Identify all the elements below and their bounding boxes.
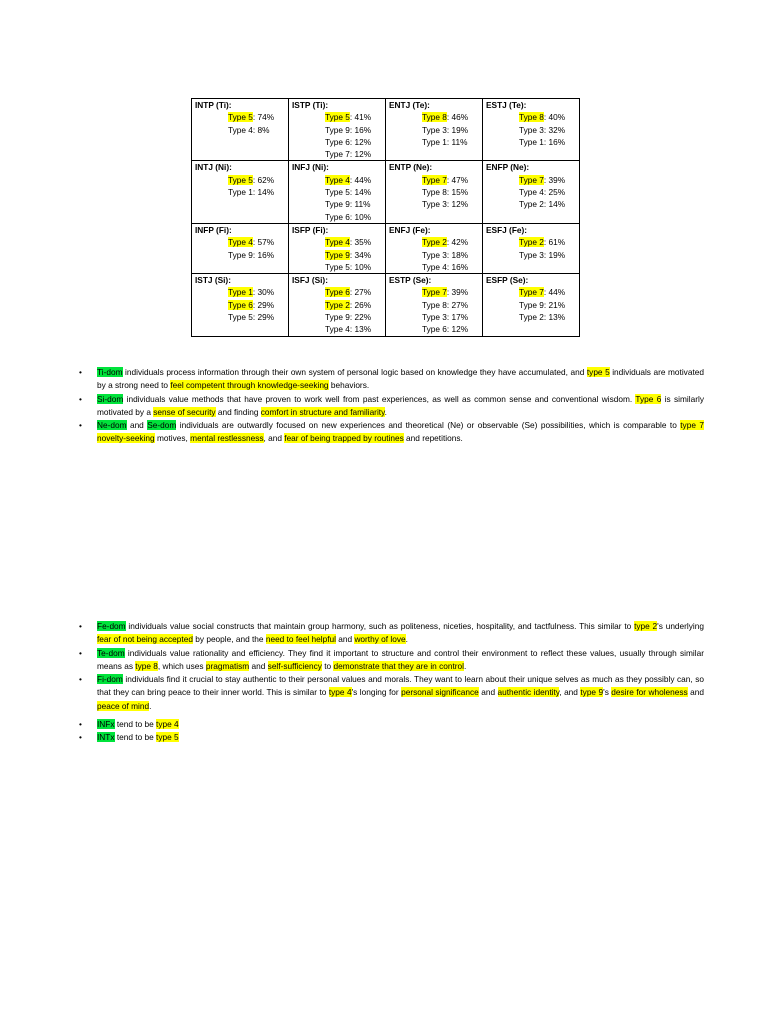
highlighted-text: Te-dom <box>97 647 125 658</box>
type-percentage: : 39% <box>446 287 469 298</box>
text-segment: , and <box>559 687 581 698</box>
type-percentage: : 25% <box>543 187 566 198</box>
type-label: Type 7 <box>422 174 447 185</box>
type-percentage-line <box>289 323 385 335</box>
highlighted-text: demonstrate that they are in control <box>333 660 464 671</box>
highlighted-text: feel competent through knowledge-seeking <box>170 380 329 391</box>
text-segment: . <box>384 406 387 417</box>
type-percentage-line <box>192 111 288 123</box>
type-label: Type 4 <box>228 124 253 135</box>
highlighted-text: type 5 <box>156 732 179 743</box>
type-label: Type 2 <box>519 199 544 210</box>
type-percentage: : 40% <box>543 112 566 123</box>
highlighted-text: Ti-dom <box>97 367 123 377</box>
type-label: Type 7 <box>325 149 350 160</box>
type-percentage: : 16% <box>543 136 566 147</box>
type-label: Type 9 <box>325 312 350 323</box>
type-percentage-line <box>386 299 482 311</box>
type-percentage-line <box>386 249 482 261</box>
type-label: Type 9 <box>325 124 350 135</box>
text-segment: , and <box>263 433 285 444</box>
type-percentage-line <box>483 236 579 248</box>
highlighted-text: sense of security <box>153 406 216 417</box>
type-percentage-line <box>483 249 579 261</box>
type-percentage-line <box>386 236 482 248</box>
text-segment: individuals are motivated by a strong need to <box>97 367 704 391</box>
highlighted-text: INFx <box>97 719 115 729</box>
type-percentage-line <box>192 286 288 298</box>
type-label: Type 4 <box>228 237 253 248</box>
type-percentage: : 17% <box>446 312 469 323</box>
type-percentage: : 14% <box>349 187 372 198</box>
type-label: Type 3 <box>422 199 447 210</box>
text-segment: and <box>126 420 148 431</box>
type-percentage-line <box>386 286 482 298</box>
type-percentage: : 10% <box>349 211 372 222</box>
type-percentage: : 62% <box>252 174 275 185</box>
type-percentage: : 14% <box>252 187 275 198</box>
table-row <box>192 223 580 273</box>
type-label: Type 4 <box>325 174 350 185</box>
type-label: Type 3 <box>422 312 447 323</box>
list-item <box>79 731 704 744</box>
type-percentage: : 29% <box>252 299 275 310</box>
highlighted-text: peace of mind <box>97 700 150 711</box>
cell-title: ESTJ (Te): <box>486 100 527 110</box>
type-percentage-line <box>386 311 482 323</box>
type-label: Type 1 <box>228 287 253 298</box>
table-cell <box>289 161 386 223</box>
type-percentage: : 30% <box>252 287 275 298</box>
type-percentage: : 13% <box>349 324 372 335</box>
type-percentage-line <box>386 111 482 123</box>
list-item <box>79 393 704 420</box>
cell-title: INTJ (Ni): <box>195 162 232 173</box>
bullet-list-introverted-extraverted <box>79 366 704 446</box>
highlighted-text: mental restlessness <box>190 433 264 444</box>
list-item <box>79 647 704 674</box>
type-label: Type 6 <box>325 136 350 147</box>
type-label: Type 3 <box>422 249 447 260</box>
type-percentage-line <box>386 186 482 198</box>
table-cell <box>192 274 289 336</box>
highlighted-text: pragmatism <box>205 660 250 671</box>
highlighted-text: type 9 <box>580 687 604 698</box>
text-segment: individuals process information through their own system of personal logic based on knowledge they have accumulated, and <box>122 367 587 377</box>
text-segment: to <box>321 660 334 671</box>
cell-title: INFJ (Ni): <box>292 162 329 173</box>
type-percentage: : 12% <box>446 324 469 335</box>
type-percentage: : 13% <box>543 312 566 323</box>
type-percentage-line <box>289 148 385 160</box>
type-percentage-line <box>483 198 579 210</box>
type-percentage-line <box>192 299 288 311</box>
type-percentage-line <box>192 124 288 136</box>
highlighted-text: Ne-dom <box>97 420 127 431</box>
cell-title: ENFP (Ne): <box>486 162 530 173</box>
type-label: Type 3 <box>422 124 447 135</box>
type-label: Type 1 <box>519 136 544 147</box>
type-label: Type 9 <box>519 299 544 310</box>
type-label: Type 5 <box>325 112 350 123</box>
cell-title: INFP (Fi): <box>195 224 232 235</box>
type-percentage: : 16% <box>252 249 275 260</box>
highlighted-text: Type 6 <box>635 393 662 404</box>
type-label: Type 5 <box>325 261 350 272</box>
type-percentage-line <box>289 136 385 148</box>
highlighted-text: type 8 <box>135 660 158 671</box>
type-percentage-line <box>289 174 385 186</box>
text-segment: tend to be <box>114 732 157 743</box>
type-percentage: : 12% <box>349 149 372 160</box>
highlighted-text: authentic identity <box>497 687 560 698</box>
text-segment: and finding <box>215 406 261 417</box>
table-cell <box>483 223 580 273</box>
type-percentage-line <box>289 111 385 123</box>
type-label: Type 7 <box>519 174 544 185</box>
highlighted-text: Se-dom <box>147 420 177 431</box>
highlighted-text: type 4 <box>156 719 179 729</box>
type-label: Type 1 <box>228 187 253 198</box>
type-percentage: : 19% <box>446 124 469 135</box>
type-percentage: : 32% <box>543 124 566 135</box>
type-percentage: : 16% <box>446 261 469 272</box>
type-percentage: : 21% <box>543 299 566 310</box>
type-percentage-line <box>483 124 579 136</box>
type-percentage: : 15% <box>446 187 469 198</box>
type-label: Type 5 <box>228 312 253 323</box>
type-label: Type 2 <box>325 299 350 310</box>
type-label: Type 3 <box>519 124 544 135</box>
highlighted-text: personal significance <box>401 687 479 698</box>
list-item <box>79 419 704 446</box>
type-percentage-line <box>483 136 579 148</box>
type-percentage: : 10% <box>349 261 372 272</box>
type-percentage: : 27% <box>349 287 372 298</box>
type-percentage-line <box>289 124 385 136</box>
type-percentage-line <box>289 186 385 198</box>
type-percentage: : 27% <box>446 299 469 310</box>
type-percentage: : 46% <box>446 112 469 123</box>
text-segment: , which uses <box>157 660 206 671</box>
type-percentage-line <box>192 311 288 323</box>
type-percentage: : 22% <box>349 312 372 323</box>
text-segment: behaviors. <box>328 380 370 391</box>
type-percentage-line <box>289 311 385 323</box>
text-segment: individuals find it crucial to stay authentic to their personal values and morals. They want to learn about their unique selves as much as they possibly can, so that they can bring peace to their inner world. This is similar to <box>97 674 704 698</box>
type-percentage-line <box>483 311 579 323</box>
list-item <box>79 620 704 647</box>
type-percentage-line <box>289 299 385 311</box>
type-percentage-line <box>289 261 385 273</box>
list-item <box>79 718 704 731</box>
type-percentage-line <box>289 286 385 298</box>
type-percentage: : 16% <box>349 124 372 135</box>
type-percentage-line <box>289 236 385 248</box>
table-row <box>192 161 580 223</box>
table-cell <box>386 274 483 336</box>
cell-title: ESFJ (Fe): <box>486 224 528 235</box>
mbti-enneagram-table <box>191 98 580 337</box>
type-percentage: : 44% <box>543 287 566 298</box>
type-percentage: : 61% <box>543 237 566 248</box>
text-segment: tend to be <box>114 719 157 729</box>
type-percentage-line <box>192 186 288 198</box>
table-cell <box>386 223 483 273</box>
type-label: Type 9 <box>325 249 350 260</box>
type-percentage-line <box>289 249 385 261</box>
type-percentage: : 11% <box>349 199 371 210</box>
type-percentage: : 14% <box>543 199 566 210</box>
type-percentage-line <box>386 323 482 335</box>
table-cell <box>289 274 386 336</box>
table-cell <box>192 223 289 273</box>
type-percentage-line <box>386 174 482 186</box>
table-row <box>192 274 580 336</box>
type-percentage: : 12% <box>446 199 469 210</box>
highlighted-text: novelty-seeking <box>97 433 155 444</box>
text-segment: individuals value methods that have proven to work well from past experiences, as well as common sense and conventional wisdom. <box>123 393 636 404</box>
highlighted-text: Fe-dom <box>97 621 126 631</box>
type-label: Type 9 <box>228 249 253 260</box>
type-label: Type 9 <box>325 199 350 210</box>
text-segment: individuals value rationality and efficiency. They find it important to structure and control their environment to reflect these values, usually through similar means as <box>97 647 704 671</box>
type-label: Type 6 <box>325 287 350 298</box>
type-percentage: : 57% <box>252 237 275 248</box>
type-percentage-line <box>192 236 288 248</box>
type-label: Type 4 <box>325 324 350 335</box>
highlighted-text: desire for wholeness <box>611 687 688 698</box>
table-row <box>192 99 580 161</box>
type-percentage: : 29% <box>252 312 275 323</box>
type-percentage-line <box>483 286 579 298</box>
table-cell <box>289 223 386 273</box>
text-segment: by people, and the <box>192 634 266 645</box>
type-percentage-line <box>483 111 579 123</box>
type-percentage: : 18% <box>446 249 469 260</box>
type-percentage: : 47% <box>446 174 469 185</box>
text-segment: and <box>478 687 498 698</box>
type-percentage: : 12% <box>349 136 372 147</box>
type-percentage-line <box>483 299 579 311</box>
type-label: Type 5 <box>325 187 350 198</box>
text-segment: . <box>149 700 152 711</box>
highlighted-text: fear of being trapped by routines <box>284 433 404 444</box>
table-cell <box>483 161 580 223</box>
list-item <box>79 673 704 713</box>
type-percentage: : 41% <box>349 112 372 123</box>
highlighted-text: worthy of love <box>354 634 406 645</box>
type-label: Type 7 <box>519 287 544 298</box>
list-item <box>79 366 704 393</box>
type-percentage: : 74% <box>252 112 275 123</box>
type-percentage-line <box>192 249 288 261</box>
highlighted-text: Fi-dom <box>97 674 123 685</box>
type-percentage-line <box>192 174 288 186</box>
type-percentage: : 26% <box>349 299 372 310</box>
type-percentage-line <box>386 261 482 273</box>
cell-title: ISTP (Ti): <box>292 100 329 110</box>
type-label: Type 6 <box>228 299 253 310</box>
type-label: Type 3 <box>519 249 544 260</box>
text-segment: individuals value social constructs that maintain group harmony, such as politeness, niceties, hospitality, and tactfulness. This similar to <box>125 621 635 631</box>
text-segment: 's <box>603 687 612 698</box>
text-segment: individuals are outwardly focused on new experiences and theoretical (Ne) or observable (Se) possibilities, which is comparable to <box>176 420 681 431</box>
cell-title: ENFJ (Fe): <box>389 224 431 235</box>
type-label: Type 4 <box>422 261 447 272</box>
type-label: Type 4 <box>325 237 350 248</box>
type-percentage: : 42% <box>446 237 469 248</box>
type-percentage: : 39% <box>543 174 566 185</box>
highlighted-text: need to feel helpful <box>265 634 336 645</box>
type-percentage: : 35% <box>349 237 372 248</box>
cell-title: ISFJ (Si): <box>292 275 328 286</box>
text-segment: 's underlying <box>657 621 704 631</box>
type-percentage-line <box>289 198 385 210</box>
bullet-list-summary <box>79 718 704 745</box>
type-percentage: : 19% <box>543 249 566 260</box>
cell-title: ISTJ (Si): <box>195 275 231 286</box>
type-percentage: : 8% <box>252 124 270 135</box>
type-label: Type 7 <box>422 287 447 298</box>
highlighted-text: type 4 <box>328 687 352 698</box>
text-segment: motives, <box>154 433 191 444</box>
type-percentage-line <box>386 136 482 148</box>
type-label: Type 8 <box>422 112 447 123</box>
type-label: Type 1 <box>422 136 447 147</box>
type-label: Type 8 <box>422 187 447 198</box>
highlighted-text: type 5 <box>586 367 610 377</box>
cell-title: INTP (Ti): <box>195 100 232 110</box>
type-percentage-line <box>289 211 385 223</box>
type-label: Type 2 <box>519 312 544 323</box>
table-cell <box>386 161 483 223</box>
highlighted-text: type 2 <box>634 621 658 631</box>
text-segment: and repetitions. <box>403 433 463 444</box>
text-segment: 's longing for <box>351 687 402 698</box>
cell-title: ENTP (Ne): <box>389 162 433 173</box>
cell-title: ISFP (Fi): <box>292 224 329 235</box>
text-segment: . <box>405 634 408 645</box>
type-label: Type 2 <box>422 237 447 248</box>
text-segment: and <box>335 634 355 645</box>
text-segment: is similarly motivated by a <box>97 393 704 417</box>
type-label: Type 8 <box>519 112 544 123</box>
type-label: Type 6 <box>422 324 447 335</box>
table-cell <box>192 161 289 223</box>
text-segment: . <box>464 660 467 671</box>
cell-title: ENTJ (Te): <box>389 100 430 110</box>
cell-title: ESTP (Se): <box>389 275 432 286</box>
type-label: Type 5 <box>228 174 253 185</box>
table-cell <box>386 99 483 161</box>
bullet-list-judging-functions <box>79 620 704 713</box>
type-label: Type 2 <box>519 237 544 248</box>
highlighted-text: INTx <box>97 732 115 743</box>
cell-title: ESFP (Se): <box>486 275 529 286</box>
table-cell <box>483 99 580 161</box>
type-percentage-line <box>386 124 482 136</box>
highlighted-text: fear of not being accepted <box>97 634 193 645</box>
table-cell <box>483 274 580 336</box>
type-label: Type 4 <box>519 187 544 198</box>
highlighted-text: Si-dom <box>97 393 124 404</box>
type-percentage: : 34% <box>349 249 372 260</box>
table-cell <box>289 99 386 161</box>
table-cell <box>192 99 289 161</box>
type-percentage-line <box>386 198 482 210</box>
highlighted-text: type 7 <box>680 420 704 431</box>
type-label: Type 6 <box>325 211 350 222</box>
type-percentage-line <box>483 174 579 186</box>
text-segment: and <box>687 687 704 698</box>
type-label: Type 5 <box>228 112 253 123</box>
type-percentage: : 44% <box>349 174 372 185</box>
type-percentage: : 11% <box>446 136 468 147</box>
highlighted-text: comfort in structure and familiarity <box>260 406 385 417</box>
text-segment: and <box>249 660 268 671</box>
highlighted-text: self-sufficiency <box>267 660 322 671</box>
type-percentage-line <box>483 186 579 198</box>
type-label: Type 8 <box>422 299 447 310</box>
